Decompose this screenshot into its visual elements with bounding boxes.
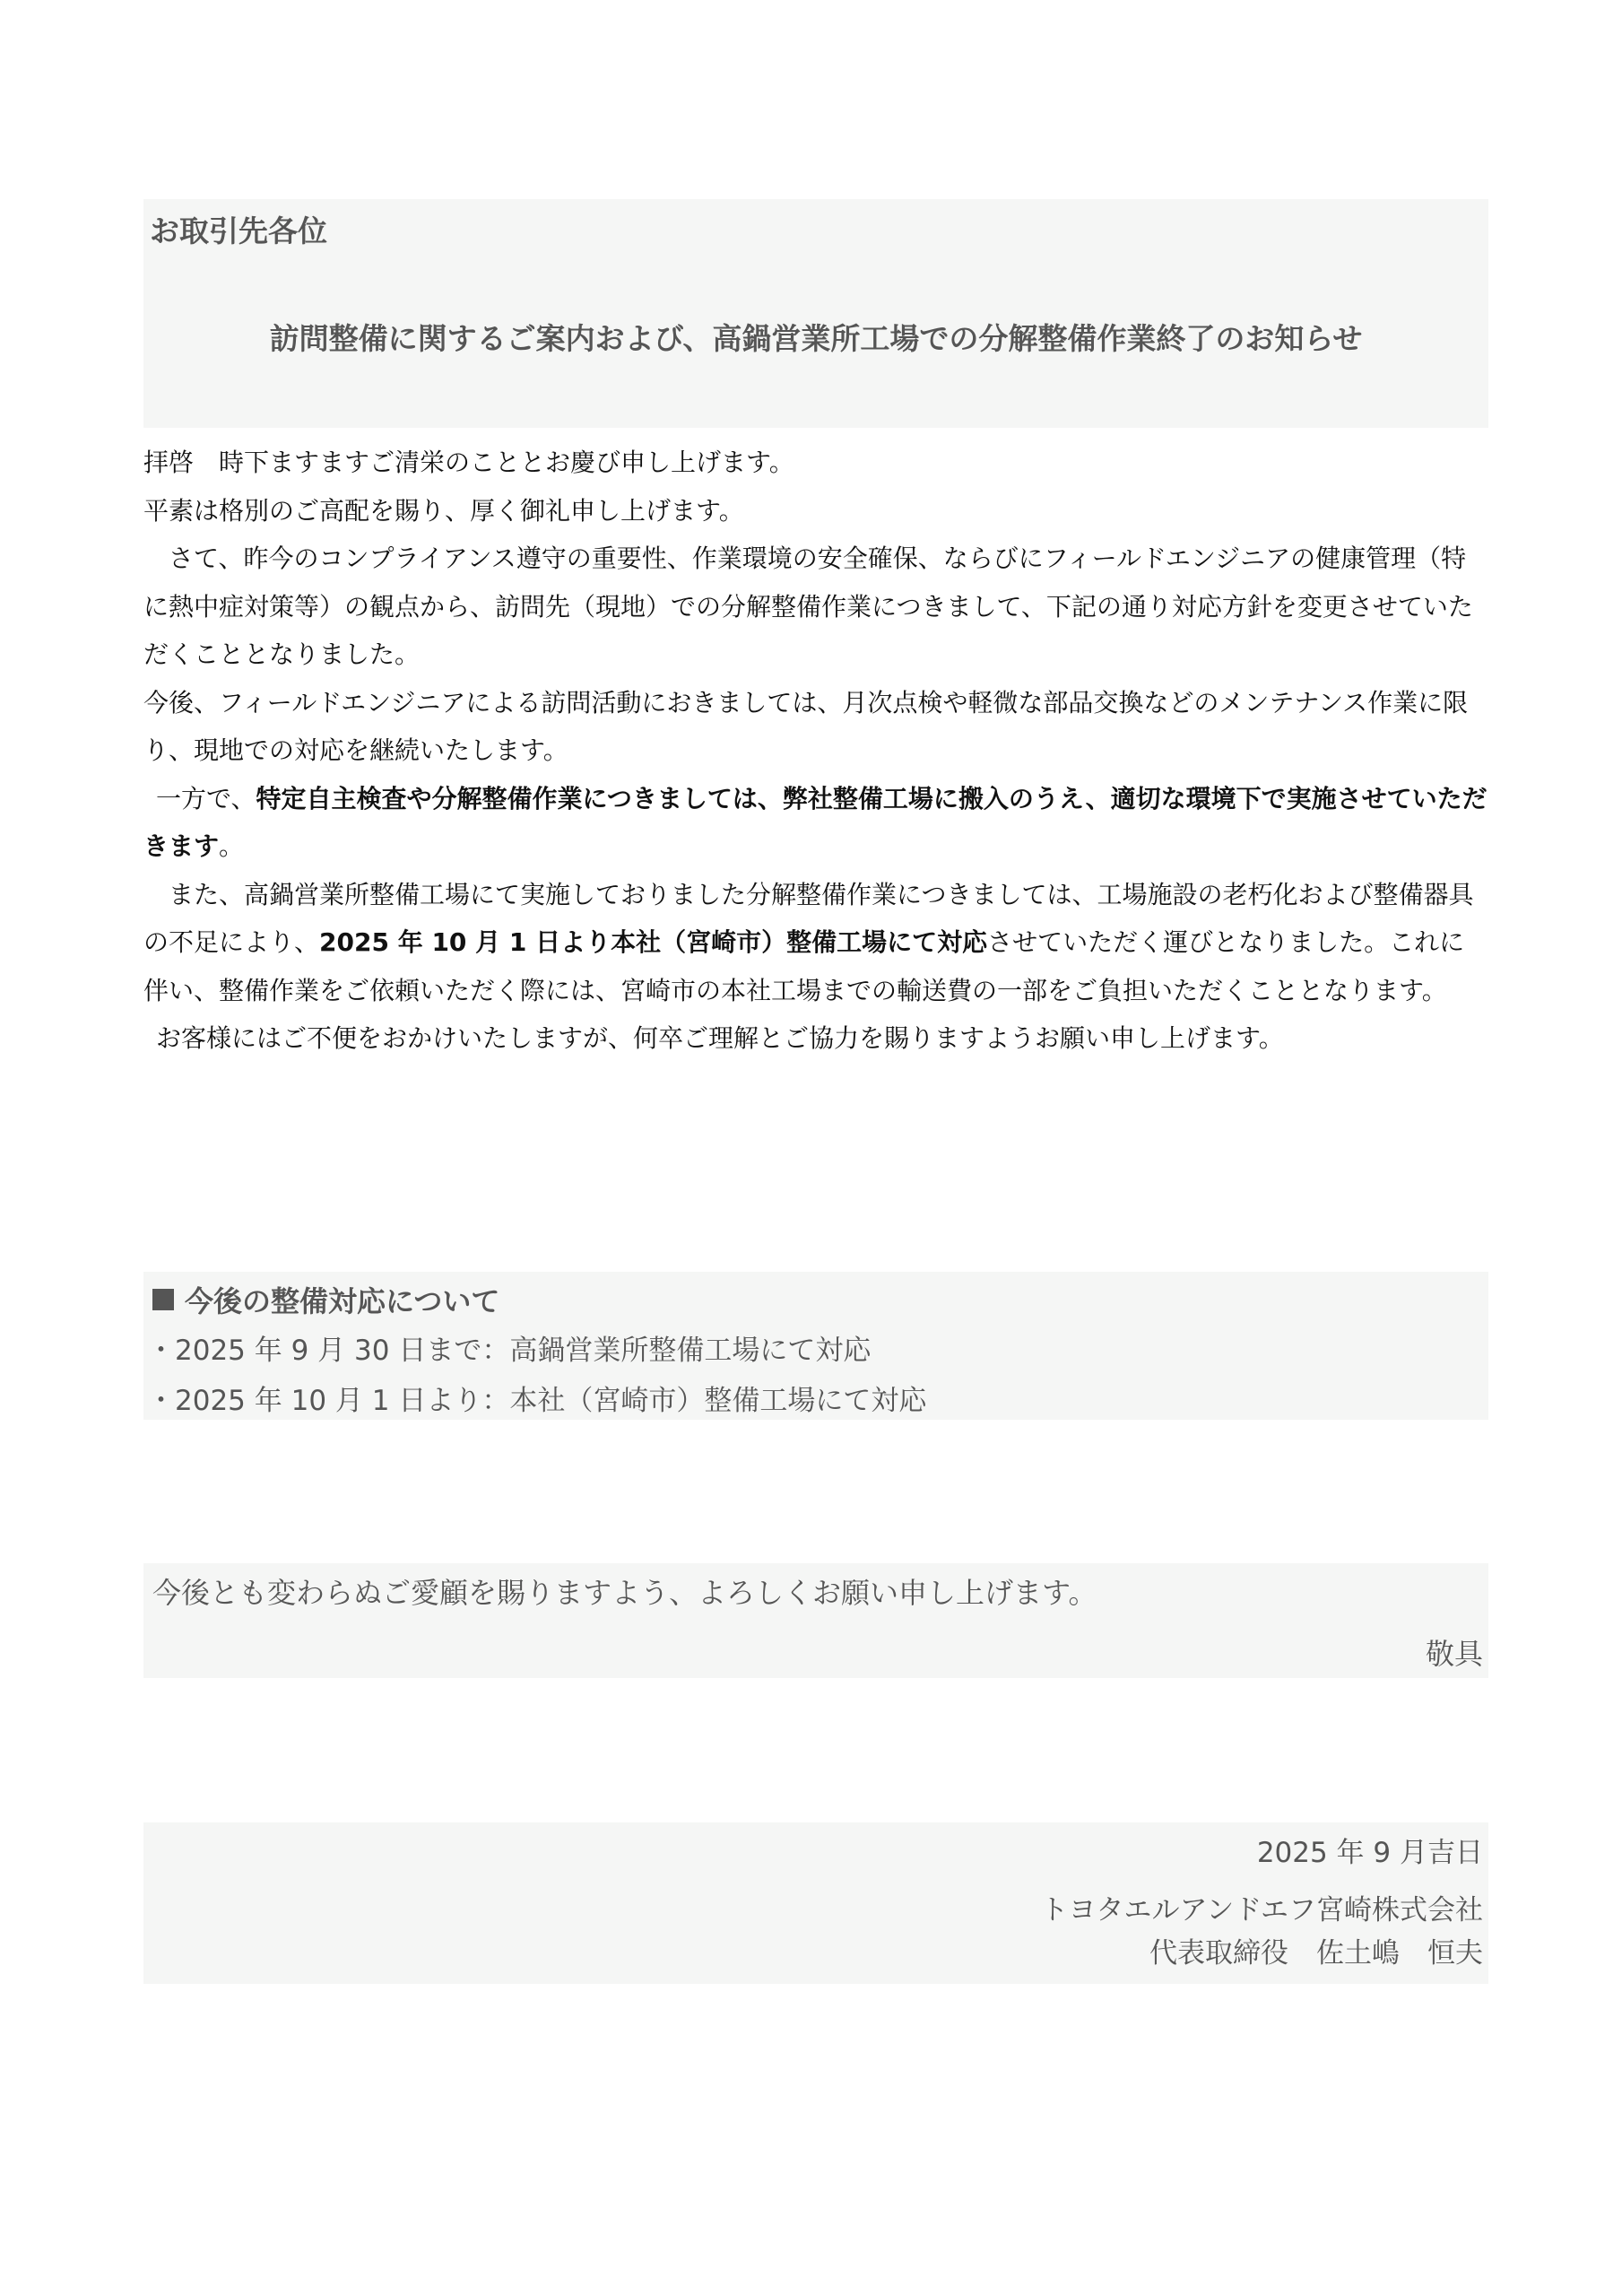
workshop-text-lead: 一方で、 [156, 783, 256, 813]
workshop-text-emphasis: 特定自主検査や分解整備作業につきましては、弊社整備工場に搬入のうえ、適切な環境下で実施させていただきます [143, 783, 1488, 861]
letter-body [143, 439, 1488, 1063]
field-service-paragraph: 今後、フィールドエンジニアによる訪問活動におきましては、月次点検や軽微な部品交換などのメンテナンス作業に限り、現地での対応を継続いたします。 [143, 687, 1469, 765]
workshop-text-tail: 。 [219, 831, 245, 861]
relocation-text-tail: させていただく運びとなりました。これに伴い、整備作業をご依頼いただく際には、宮崎市の本社工場までの輸送費の一部をご負担いただくこととなります。 [143, 927, 1465, 1005]
closing-section [143, 1563, 1488, 1678]
schedule-heading-text: 今後の整備対応について [185, 1284, 500, 1318]
recipient: お取引先各位 [150, 213, 327, 248]
closing-salutation: 敬具 [1425, 1637, 1483, 1671]
closing-remark: 今後とも変わらぬご愛顧を賜りますよう、よろしくお願い申し上げます。 [152, 1576, 1097, 1610]
policy-change-paragraph: さて、昨今のコンプライアンス遵守の重要性、作業環境の安全確保、ならびにフィールドエンジニアの健康管理（特に熱中症対策等）の観点から、訪問先（現地）での分解整備作業につきまして、下記の通り対応方針を変更させていただくこととなりました。 [143, 544, 1473, 669]
greeting-paragraph: 拝啓 時下ますますご清栄のこととお慶び申し上げます。 [143, 448, 794, 477]
signature-section [143, 1822, 1488, 1984]
schedule-item-headquarters: ・2025 年 10 月 1 日より：本社（宮崎市）整備工場にて対応 [147, 1385, 927, 1417]
apology-paragraph: お客様にはご不便をおかけいたしますが、何卒ご理解とご協力を賜りますようお願い申し上げます。 [156, 1023, 1284, 1053]
notice-title: 訪問整備に関するご案内および、高鍋営業所工場での分解整備作業終了のお知らせ [269, 321, 1363, 356]
relocation-text-lead: また、高鍋営業所整備工場にて実施しておりました分解整備作業につきましては、工場施設の老朽化および整備器具の不足により、 [143, 879, 1474, 957]
header-section [143, 199, 1488, 428]
thanks-paragraph: 平素は格別のご高配を賜り、厚く御礼申し上げます。 [143, 495, 744, 526]
relocation-paragraph [143, 871, 1488, 1015]
representative-name: 代表取締役 佐土嶋 恒夫 [1149, 1937, 1483, 1970]
schedule-item-takanabe: ・2025 年 9 月 30 日まで：高鍋営業所整備工場にて対応 [147, 1335, 872, 1367]
square-bullet-icon [152, 1289, 174, 1310]
issue-date: 2025 年 9 月吉日 [1256, 1837, 1483, 1869]
schedule-section [143, 1272, 1488, 1420]
workshop-paragraph [143, 775, 1488, 871]
schedule-heading [152, 1279, 499, 1320]
company-name: トヨタエルアンドエフ宮崎株式会社 [1040, 1894, 1483, 1926]
relocation-text-emphasis: 2025 年 10 月 1 日より本社（宮崎市）整備工場にて対応 [319, 927, 988, 957]
